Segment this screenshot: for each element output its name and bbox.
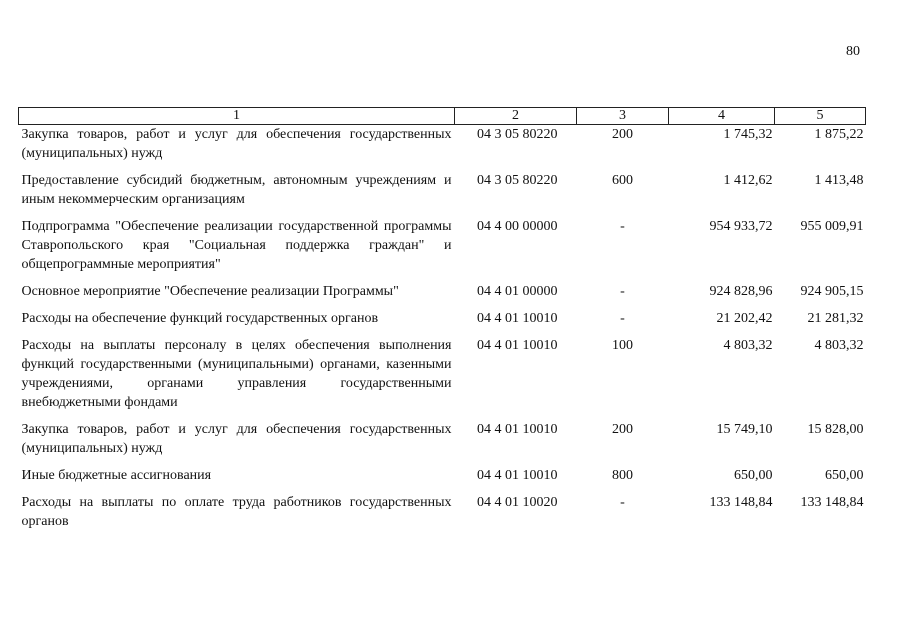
row-name: Расходы на выплаты персоналу в целях обеспечения выполнения функций государственными (муниципальными) органами, казенными учреждениями, органами управления государственными внебюджетными фондами [21, 338, 452, 410]
row-expense-type: - [620, 219, 625, 234]
budget-table [18, 107, 866, 539]
row-value-col5: 133 148,84 [800, 495, 864, 510]
row-code: 04 4 00 00000 [477, 219, 558, 234]
row-name: Основное мероприятие "Обеспечение реализации Программы" [21, 284, 399, 299]
row-expense-type: - [620, 495, 625, 510]
row-expense-type: 800 [612, 468, 633, 483]
row-name: Подпрограмма "Обеспечение реализации государственной программы Ставропольского края "Социальная поддержка граждан" и общепрограммные мероприятия" [21, 219, 452, 272]
row-expense-type: 200 [612, 422, 633, 437]
row-value-col4: 954 933,72 [709, 219, 773, 234]
row-code: 04 3 05 80220 [477, 173, 558, 188]
row-value-col4: 21 202,42 [716, 311, 773, 326]
row-expense-type: 200 [612, 127, 633, 142]
row-value-col5: 924 905,15 [800, 284, 864, 299]
table-body [19, 125, 866, 540]
table-row [19, 309, 866, 336]
row-value-col5: 1 875,22 [814, 127, 864, 142]
table-row [19, 125, 866, 172]
row-name: Закупка товаров, работ и услуг для обеспечения государственных (муниципальных) нужд [21, 422, 452, 456]
row-name: Расходы на выплаты по оплате труда работников государственных органов [21, 495, 452, 529]
table-row [19, 420, 866, 466]
row-value-col4: 4 803,32 [723, 338, 773, 353]
row-name: Предоставление субсидий бюджетным, автономным учреждениям и иным некоммерческим организациям [21, 173, 452, 207]
row-value-col5: 1 413,48 [814, 173, 864, 188]
row-expense-type: - [620, 311, 625, 326]
row-code: 04 4 01 10020 [477, 495, 558, 510]
row-value-col4: 1 745,32 [723, 127, 773, 142]
header-row [19, 108, 866, 125]
row-code: 04 4 01 10010 [477, 338, 558, 353]
table-row [19, 217, 866, 282]
column-header-2: 2 [455, 108, 577, 125]
row-value-col4: 1 412,62 [723, 173, 773, 188]
row-name: Иные бюджетные ассигнования [21, 468, 212, 483]
table-header [19, 108, 866, 125]
column-header-4: 4 [669, 108, 775, 125]
table-row [19, 493, 866, 539]
row-value-col5: 15 828,00 [807, 422, 864, 437]
row-value-col5: 650,00 [825, 468, 864, 483]
row-value-col4: 133 148,84 [709, 495, 773, 510]
row-name: Закупка товаров, работ и услуг для обеспечения государственных (муниципальных) нужд [21, 127, 452, 161]
table-row [19, 282, 866, 309]
table-row [19, 336, 866, 420]
row-code: 04 4 01 00000 [477, 284, 558, 299]
row-expense-type: 600 [612, 173, 633, 188]
table-row [19, 466, 866, 493]
row-value-col5: 21 281,32 [807, 311, 864, 326]
row-value-col5: 4 803,32 [814, 338, 864, 353]
row-value-col4: 650,00 [734, 468, 773, 483]
row-code: 04 3 05 80220 [477, 127, 558, 142]
row-code: 04 4 01 10010 [477, 422, 558, 437]
row-value-col4: 15 749,10 [716, 422, 773, 437]
page-number: 80 [846, 44, 860, 59]
row-code: 04 4 01 10010 [477, 468, 558, 483]
row-value-col5: 955 009,91 [800, 219, 864, 234]
row-value-col4: 924 828,96 [709, 284, 773, 299]
table-row [19, 171, 866, 217]
row-code: 04 4 01 10010 [477, 311, 558, 326]
row-expense-type: - [620, 284, 625, 299]
column-header-3: 3 [577, 108, 669, 125]
column-header-1: 1 [19, 108, 455, 125]
column-header-5: 5 [775, 108, 866, 125]
row-name: Расходы на обеспечение функций государственных органов [21, 311, 379, 326]
row-expense-type: 100 [612, 338, 633, 353]
